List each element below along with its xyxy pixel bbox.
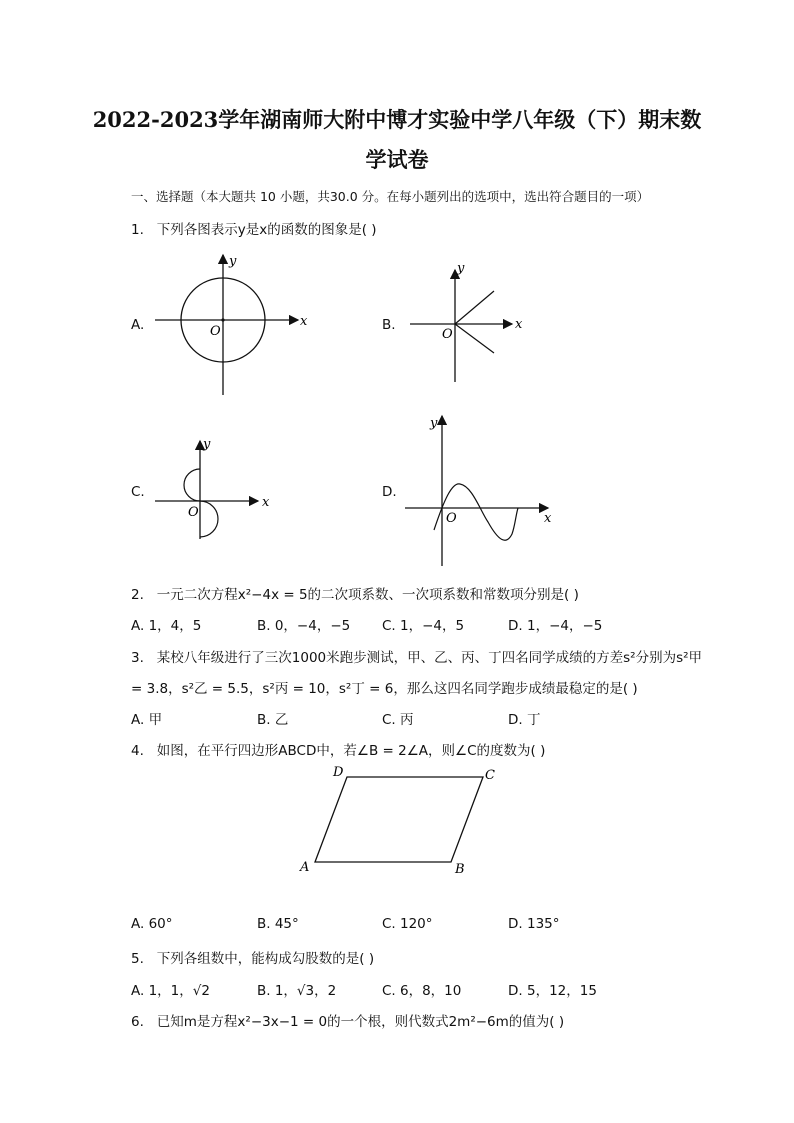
origin-label: O <box>210 324 221 339</box>
option-d: D. 丁 <box>508 712 541 728</box>
question-number: 3. <box>131 650 144 666</box>
option-c: C. 丙 <box>382 712 414 728</box>
origin-label: O <box>188 505 199 520</box>
y-axis-label: y <box>430 416 438 431</box>
option-d: D. 1，−4，−5 <box>508 618 603 634</box>
figure-b-rays-graph <box>400 260 530 390</box>
option-d: D. 135° <box>508 916 560 932</box>
vertex-a-label: A <box>300 860 310 875</box>
option-a-label: A. <box>131 317 145 333</box>
exam-title-line1: 2022-2023学年湖南师大附中博才实验中学八年级（下）期末数 <box>92 107 702 132</box>
option-c: C. 1，−4，5 <box>382 618 465 634</box>
figure-c-semicircles-graph <box>150 435 280 545</box>
question-1 <box>131 218 377 238</box>
option-b: B. 0，−4，−5 <box>257 618 351 634</box>
option-c-label: C. <box>131 484 145 500</box>
y-axis-label: y <box>203 437 211 452</box>
question-number: 4. <box>131 743 144 759</box>
question-text: 下列各组数中，能构成勾股数的是( ) <box>156 951 375 967</box>
option-a: A. 1，4，5 <box>131 618 202 634</box>
exam-title-line2: 学试卷 <box>365 147 429 172</box>
question-text: 已知m是方程x²−3x−1 = 0的一个根，则代数式2m²−6m的值为( ) <box>156 1014 565 1030</box>
y-axis-label: y <box>229 254 237 269</box>
question-text-line1: 某校八年级进行了三次1000米跑步测试，甲、乙、丙、丁四名同学成绩的方差s²分别为s²甲 <box>156 650 703 666</box>
question-number: 2. <box>131 587 144 603</box>
figure-a-circle-graph <box>150 250 320 400</box>
option-c: C. 120° <box>382 916 433 932</box>
question-number: 1. <box>131 222 144 238</box>
x-axis-label: x <box>262 495 270 510</box>
option-b: B. 45° <box>257 916 299 932</box>
vertex-c-label: C <box>485 768 495 783</box>
option-b: B. 1，√3，2 <box>257 983 337 999</box>
x-axis-label: x <box>515 317 523 332</box>
option-a: A. 60° <box>131 916 173 932</box>
x-axis-label: x <box>544 511 552 526</box>
option-d: D. 5，12，15 <box>508 983 597 999</box>
origin-label: O <box>446 511 457 526</box>
origin-label: O <box>442 327 453 342</box>
question-3 <box>131 646 702 666</box>
question-text: 下列各图表示y是x的函数的图象是( ) <box>156 222 377 238</box>
parallelogram-abcd-figure <box>295 760 505 880</box>
question-3-line2: = 3.8，s²乙 = 5.5，s²丙 = 10，s²丁 = 6，那么这四名同学跑步成绩最稳定的是( ) <box>131 681 638 697</box>
y-axis-label: y <box>457 261 465 276</box>
option-b-label: B. <box>382 317 396 333</box>
question-5 <box>131 947 374 967</box>
question-4 <box>131 739 545 759</box>
figure-d-wave-graph <box>400 410 560 570</box>
vertex-b-label: B <box>455 862 465 877</box>
question-number: 6. <box>131 1014 144 1030</box>
option-a: A. 甲 <box>131 712 163 728</box>
vertex-d-label: D <box>333 765 344 780</box>
option-c: C. 6，8，10 <box>382 983 462 999</box>
question-number: 5. <box>131 951 144 967</box>
x-axis-label: x <box>300 314 308 329</box>
question-2 <box>131 583 579 603</box>
question-text: 如图，在平行四边形ABCD中，若∠B = 2∠A，则∠C的度数为( ) <box>156 743 546 759</box>
question-text: 一元二次方程x²−4x = 5的二次项系数、一次项系数和常数项分别是( ) <box>156 587 579 603</box>
section-header: 一、选择题（本大题共 10 小题，共30.0 分。在每小题列出的选项中，选出符合题目的一项） <box>131 189 650 204</box>
question-6 <box>131 1010 564 1030</box>
option-a: A. 1，1，√2 <box>131 983 210 999</box>
option-b: B. 乙 <box>257 712 289 728</box>
option-d-label: D. <box>382 484 397 500</box>
